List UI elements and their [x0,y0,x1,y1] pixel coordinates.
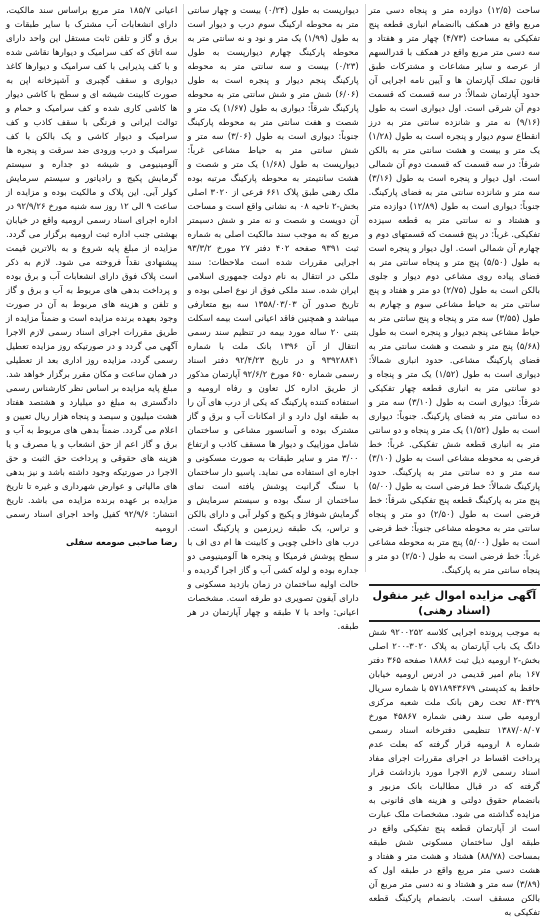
notice-column-middle [183,4,361,632]
column-left-text: اعیانی ۱۸۵/۷ متر مربع براساس سند مالکیت، دارای انشعابات آب مشترک با سایر طبقات و برق و گاز و تلفن ثابت مستقل این واحد دارای سه اتاق که کف سرامیک و دیوارها نقاشی شده و با کف پذیرایی با کف سرامیک و دیوارها کاغذ دیواری و سقف گچبری و آشپزخانه اپن به صورت کابینت شیشه ای و سطح با کاشی دیوار ها کاشی کاری شده و کف سرامیک و حمام و توالت ایرانی و فرنگی با سقف کاذب و کف سرامیک و دیوار کاشی و یک بالکن با کف سرامیک و درب ورودی ضد سرقت و پنجره ها آلومینیومی و شیشه دو جداره و سیستم گرمایش پکیج و رادیاتور و سیستم سرمایش کولر آبی. این پلاک و مالکیت بوده و مزایده از ساعت ۹ الی ۱۲ روز سه شنبه مورخ ۹۲/۹/۲۶ در اداره اجرای اسناد رسمی ارومیه واقع در خیابان بهشتی جنب اداره ثبت ارومیه برگزار می گردد. مزایده از مبلغ پایه شروع و به بالاترین قیمت پیشنهادی نقداً فروخته می شود. لازم به ذکر است پلاک فوق دارای انشعابات آب و برق بوده و پرداخت بدهی های مربوط به آب و برق و گاز و تلفن و هزینه های مربوط به آن در صورت وجود بعهده برنده مزایده است و ضمناً مزایده از طریق مقررات اجرای اسناد رسمی لازم الاجرا آگهی می گردد و در صورتیکه روز مزایده تعطیل رسمی گردد، مزایده روز اداری بعد از تعطیلی در همان ساعت و مکان مقرر برگزار خواهد شد. مبلغ پایه مزایده بر اساس نظر کارشناس رسمی دادگستری به مبلغ دو میلیارد و هشتصد هفتاد هشت میلیون و سیصد و پنجاه هزار ریال تعیین و اعلام می گردد. ضمناً بدهی های مربوط به آب و برق و گاز اعم از حق انشعاب و یا مصرف و یا هزینه های حقوقی و پرداخت حق الثبت و حق الاجرا در صورتیکه وجود داشته باشد و نیز بدهی های مالیاتی و عوارض شهرداری و غیره تا تاریخ مزایده بر عهده برنده مزایده می باشد. تاریخ انتشار: ۹۲/۹/۶ کفیل واحد اجرای اسناد رسمی ارومیه [6,6,178,534]
column-right-top-text: ساحت (۱۲/۵) دوازده متر و پنجاه دسی متر مربع واقع در همکف باانضمام انباری قطعه پنج تفکیکی به مساحت (۴/۷۳) چهار متر و هفتاد و سه دسی متر مربع واقع در همکف با قدرالسهم از عرصه و سایر مشاعات و مشترکات طبق قانون تملک آپارتمان ها و آیین نامه اجرایی آن حدود آپارتمان شمالاً: در سه قسمت که قسمت دوم آن شرقی است. اول دیواری است به طول (۹/۱۶) نه متر و شانزده سانتی متر به درز انقطاع سوم دیوار و پنجره است به طول (۱/۲۸) یک متر و بیست و هشت سانتی متر به بالکن شرقاً: در سه قسمت که قسمت دوم آن شمالی است. اول دیوار و پنجره است به طول (۳/۱۶) سه متر و شانزده سانتی متر به فضای پارکینگ. جنوباً: دیواری است به طول (۱۲/۸۹) دوازده متر و هشتاد و نه سانتی متر به قطعه سیزده تفکیکی. غرباً: در پنج قسمت که قسمتهای دوم و چهارم آن شمالی است. اول دیوار و پنجره است به طول (۵/۵۰) پنج متر و پنجاه سانتی متر به فضای پیاده روی مشاعی دوم دیوار و جلوی بالکن است به طول (۲/۷۵) دو متر و هفتاد و پنج سانتی متر به حیاط مشاعی سوم و چهارم به طول (۳/۵۵) سه متر و پنجاه و پنج سانتی متر به حیاط مشاعی پنجم دیوار و پنجره است به طول (۵/۶۸) پنج متر و شصت و هشت سانتی متر به فضای پارکینگ مشاعی. حدود انباری شمالاً: دیواری است به طول (۱/۵۲) یک متر و پنجاه و دو سانتی متر به انباری قطعه چهار تفکیکی شرقاً: دیواری است به طول (۳/۱۰) سه متر و ده سانتی متر به فضای پارکینگ. جنوباً: دیواری است به طول (۱/۵۲) یک متر و پنجاه و دو سانتی متر به انباری قطعه شش تفکیکی. غرباً: خط فرضی به محوطه مشاعی است به طول (۳/۱۰) سه متر و ده سانتی متر به پارکینگ. حدود پارکینگ شمالاً: خط فرضی است به طول (۵/۰۰) پنج متر به پارکینگ قطعه پنج تفکیکی شرقاً: خط فرضی است به طول (۲/۵۰) دو متر و پنجاه سانتی متر به محوطه مشاعی جنوباً: خط فرضی است به طول (۵/۰۰) پنج متر به محوطه مشاعی غرباً: خط فرضی است به طول (۲/۵۰) دو متر و پنجاه سانتی متر به پارکینگ. [368,6,541,576]
column-right-bottom-text: به موجب پرونده اجرایی کلاسه ۹۲۰۰۲۵۲ شش دانگ یک باب آپارتمان به پلاک ۳۰۲۰-۲۰۰ اصلی بخش-۲ ارومیه ذیل ثبت ۱۸۸۸۶ صفحه ۳۶۵ دفتر ۱۶۷ بنام امیر قدیمی در ادرس ارومیه خیابان حافظ به کدپستی ۵۷۱۸۹۴۳۶۷۹ با شماره سریال ۸۴۰۳۲۹ تحت رهن بانک ملت شعبه مرکزی ارومیه طی سند رهنی شماره ۴۵۸۶۷ مورخ ۱۳۸۷/۰۸/۰۷ تنظیمی دفترخانه اسناد رسمی شماره ۸ ارومیه قرار گرفته که بعلت عدم پرداخت اقساط در اجرای مقررات اجرای مفاد اسناد رسمی لازم الاجرا مورد بازداشت قرار گرفته که در قبال مطالبات بانک مزبور و بانضمام حقوق دولتی و هزینه های قانونی به مزایده گذاشته می شود. مشخصات ملک عبارت است از آپارتمان قطعه پنج تفکیکی واقع در طبقه اول ساختمان مسکونی شش طبقه بمساحت (۸۸/۷۸) هشتاد و هشت متر و هفتاد و هشت دسی متر مربع واقع در طبقه اول که (۳/۸۹) سه متر و هشتاد و نه دسی متر مربع آن بالکن مسقف است. بانضمام پارکینگ قطعه تفکیکی به [368,628,541,918]
notice-signature: رضا صاحبی صومعه سفلی [66,538,178,548]
notice-headline: آگهی مزایده اموال غیر منقول (اسناد رهنی) [369,584,540,622]
notice-column-right [365,4,543,918]
notice-column-left [3,4,180,572]
column-middle-text: دیوارپست به طول (۰/۲۴) بیست و چهار سانتی متر به محوطه ارکینگ سوم درب و دیوار است به طول (۱/۹۹) یک متر و نود و نه سانتی متر به محوطه پارکینگ چهارم دیوارپست به طول (۰/۲۳) بیست و سه سانتی متر به محوطه پارکینگ پنجم دیوار و پنجره است به طول (۶/۰۶) شش متر و شش سانتی متر به محوطه پارکینگ شرقاً: دیواری به طول (۱/۶۷) یک متر و شصت و هفت سانتی متر به محوطه پارکینگ جنوباً: دیواری است به طول (۳/۰۶) سه متر و شش سانتی متر به حیاط مشاعی غرباً: دیوارپست به طول (۱/۶۸) یک متر و شصت و هشت سانتیمتر به محوطه پارکینگ مرتبه بوده ملک رهنی طبق پلاک ۶۶۱ فرعی از ۳۰۲۰ اصلی بخش-۲ ناحیه ۰۸ به نشانی واقع است و مساحت آن دویست و شصت و نه متر و شش دسیمتر مربع که به موجب سند مالکیت اصلی به شماره ثبت ۹۳۹۱ صفحه ۴۰۲ دفتر ۲۷ مورخ ۹۳/۳/۲ اجرایی مقررات شده است ملاحظات: سند ملکی در انتقال به نام دولت جمهوری اسلامی ایران شده. سند ملکی فوق از نوع اصلی بوده و تاریخ صدور آن ۱۳۵۸/۰۳/۰۳ سه بیع متعارفی میباشد و همچنین فاقد اعیانی است بیمه اسکلت بتنی ۲۰ ساله مورد بیمه در تنظیم سند رسمی انتقال از آن ۱۳۹۶ بانک ملت با شماره ۹۳۹۲۸۸۴۱ و در تاریخ ۹۲/۴/۲۳ دفتر اسناد رسمی شماره ۶۵۰ مورخ ۹۲/۶/۲ آپارتمان مذکور از طریق اداره کل تعاون و رفاه ارومیه و استفاده کننده پارکینگ که یکی از درب های آن را به طبقه اول دارد و از امکانات آب و برق و گاز مشترک بوده و آسانسور مشاعی و ساختمان شامل موزاییک و دیوار ها مسقف کاذب و ارتفاع ۳/۰۰ متر و سایر طبقات به صورت مسکونی و اجاره ای استفاده می نماید. پاسیو دار ساختمان با سنگ گرانیت پوشش یافته است نمای ساختمان از سنگ بوده و سیستم سرمایش و گرمایش شوفاژ و پکیج و کولر آبی و دارای بالکن و تراس، یک طبقه زیرزمین و پارکینگ است. درب های داخلی چوبی و کابینت ها ام دی اف با سطح پوشش فرمیکا و پنجره ها آلومینیومی دو جداره بوده و لوله کشی آب و گاز اجرا گردیده و حالت اولیه ساختمان در زمان بازدید مسکونی و دارای آیفون تصویری دو طرفه است. مشخصات اعیانی: واحد با ۷ طبقه و چهار آپارتمان در هر طبقه. [187,6,359,632]
